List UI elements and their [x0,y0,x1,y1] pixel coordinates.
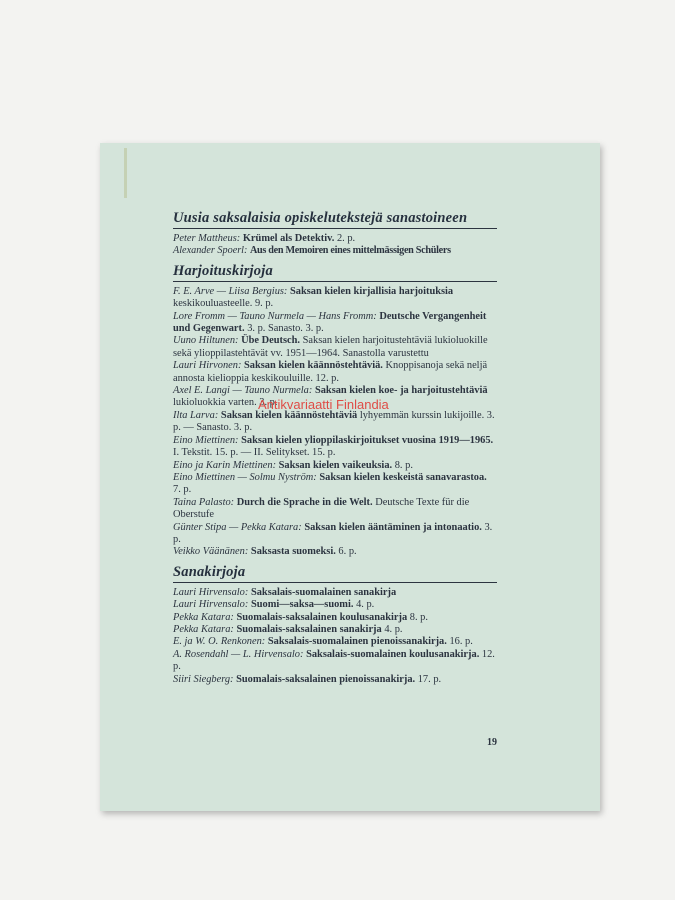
list-item: Siiri Siegberg: Suomalais-saksalainen pienoissanakirja. 17. p. [173,673,442,685]
book-list [173,210,497,691]
list-item: Günter Stipa — Pekka Katara: Saksan kielen ääntäminen ja intonaatio. 3. p. [173,521,493,545]
list-item: Axel E. Langi — Tauno Nurmela: Saksan kielen koe- ja harjoitustehtäviä lukioluokkia varten. 3. p. [173,385,488,409]
section-sanakirjoja [173,564,497,686]
section-title: Uusia saksalaisia opiskelutekstejä sanastoineen [173,210,497,229]
list-item: Alexander Spoerl: Aus den Memoiren eines mittelmässigen Schülers [173,245,451,257]
list-item: Lauri Hirvensalo: Saksalais-suomalainen sanakirja [173,586,397,598]
section-title: Harjoituskirjoja [173,263,497,282]
list-item: Lauri Hirvensalo: Suomi—saksa—suomi. 4. p. [173,599,375,611]
list-item: Uuno Hiltunen: Übe Deutsch. Saksan kielen harjoitustehtäviä lukioluokille sekä ylioppilastehtävät vv. 1951—1964. Sanastolla varustettu [173,335,488,359]
list-item: Eino Miettinen — Solmu Nyström: Saksan kielen keskeistä sanavarastoa. 7. p. [173,471,487,496]
list-item: Taina Palasto: Durch die Sprache in die Welt. Deutsche Texte für die Oberstufe [173,496,470,521]
list-item: Lauri Hirvonen: Saksan kielen käännöstehtäviä. Knoppisanoja sekä neljä annosta kielioppia keskikouluille. 12. p. [173,360,488,384]
list-item: Eino ja Karin Miettinen: Saksan kielen vaikeuksia. 8. p. [173,459,413,471]
list-item: Eino Miettinen: Saksan kielen ylioppilaskirjoitukset vuosina 1919—1965. I. Tekstit. 15. p. — II. Selitykset. 15. p. [173,434,494,459]
entry-list [173,282,497,559]
entry-list [173,583,497,686]
list-item: E. ja W. O. Renkonen: Saksalais-suomalainen pienoissanakirja. 16. p. [173,636,473,648]
list-item: Peter Mattheus: Krümel als Detektiv. 2. p. [173,233,356,244]
list-item: Lore Fromm — Tauno Nurmela — Hans Fromm: Deutsche Vergangenheit und Gegenwart. 3. p. Sanasto. 3. p. [173,310,487,335]
list-item: Pekka Katara: Suomalais-saksalainen koulusanakirja 8. p. [173,611,428,623]
section-title: Sanakirjoja [173,564,497,583]
list-item: Pekka Katara: Suomalais-saksalainen sanakirja 4. p. [173,623,403,635]
list-item: Ilta Larva: Saksan kielen käännöstehtäviä lyhyemmän kurssin lukijoille. 3. p. — Sanasto. 3. p. [173,409,495,434]
watermark: Antikvariaatti Finlandia [258,397,389,412]
list-item: F. E. Arve — Liisa Bergius: Saksan kielen kirjallisia harjoituksia keskikouluasteelle. 9. p. [173,285,454,310]
section-opiskelutekstit [173,210,497,258]
entry-list [173,229,497,258]
page-edge-mark [124,148,127,198]
page-number: 19 [487,737,497,748]
list-item: A. Rosendahl — L. Hirvensalo: Saksalais-suomalainen koulusanakirja. 12. p. [173,648,495,673]
list-item: Veikko Väänänen: Saksasta suomeksi. 6. p. [173,546,357,558]
